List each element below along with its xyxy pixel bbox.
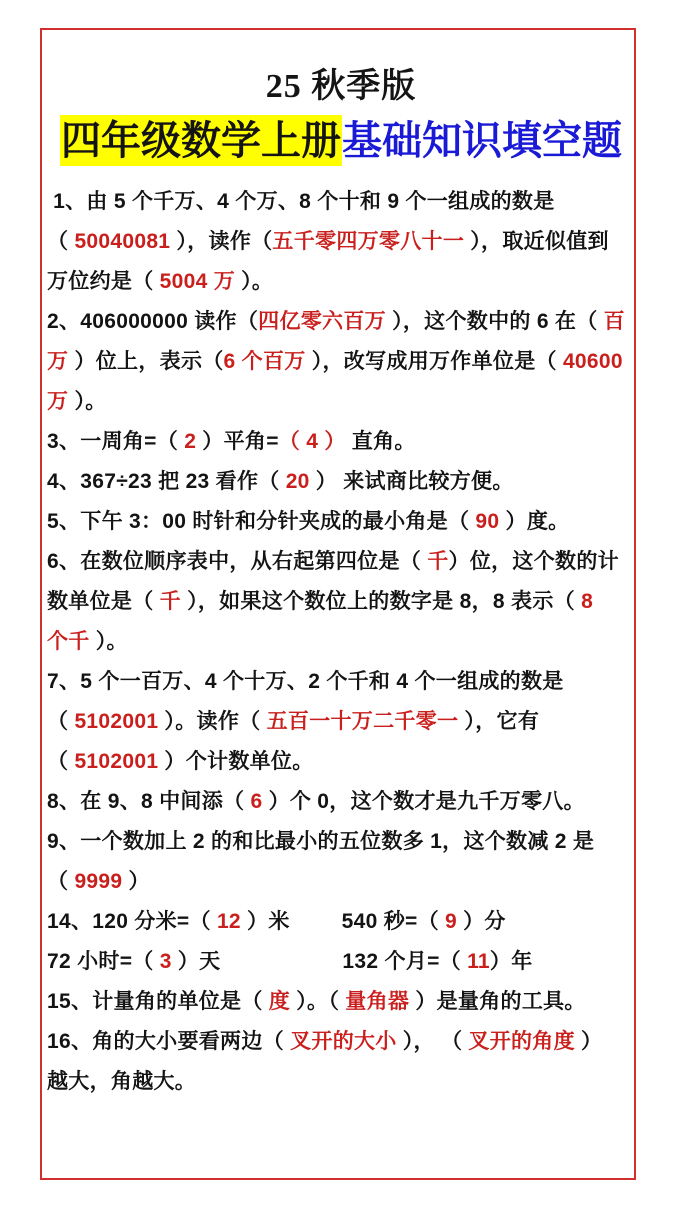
answer-text: 千 [427,550,449,573]
question-text: ）米 [240,910,290,933]
question-lines [47,182,635,1102]
question-line [47,702,635,742]
question-text: 4、367÷23 把 23 看作（ [47,470,286,493]
question-line [47,1022,635,1062]
question-text: ）分 [457,910,506,933]
answer-text: 6 个百万 [223,350,306,373]
question-text: （ [47,870,75,893]
worksheet-content [47,28,635,1102]
answer-text: 40600 [562,350,623,373]
question-text: 14、120 分米=（ [47,910,217,933]
question-text: ）， （ [396,1030,469,1053]
question-text: ）。读作（ [158,710,267,733]
answer-text: 20 [285,470,310,493]
answer-text: 量角器 [345,990,410,1013]
answer-text: 90 [475,510,500,533]
question-text: ），读作（ [170,230,273,253]
answer-text: 5102001 [74,750,159,773]
question-text: 5、下午 3：00 时针和分针夹成的最小角是（ [47,510,476,533]
answer-text: 9999 [74,870,123,893]
question-text: ） [574,1030,603,1053]
question-text: 6、在数位顺序表中，从右起第四位是（ [47,550,428,573]
answer-text: 2 [184,430,197,453]
question-text: 数单位是（ [47,590,160,613]
question-text: 2、406000000 读作（ [47,310,259,333]
question-text: ） [122,870,150,893]
question-text: ）年 [489,950,533,973]
question-text: ）位上，表示（ [68,350,224,373]
question-text: ）度。 [499,510,570,533]
question-text: 9、一个数加上 2 的和比最小的五位数多 1，这个数减 2 是 [47,830,595,853]
question-text: ），它有 [458,710,540,733]
answer-text: 11 [467,950,490,973]
answer-text: 万 [47,390,69,413]
question-text: ），改写成用万作单位是（ [305,350,563,373]
answer-text: 5004 万 [159,270,235,293]
question-text: 8、在 9、8 中间添（ [47,790,251,813]
question-line [47,622,635,662]
question-line [47,982,635,1022]
question-text: （ [47,230,75,253]
answer-text: 四亿零六百万 [258,310,386,333]
question-line [47,502,635,542]
question-text: ）。 [89,630,128,653]
answer-text: 12 [216,910,241,933]
question-line [47,182,635,222]
answer-text: 叉开的角度 [468,1030,575,1053]
question-line [47,302,635,342]
question-line [47,382,635,422]
question-text: 16、角的大小要看两边（ [47,1030,291,1053]
question-text: ）个计数单位。 [158,750,314,773]
answer-text: 8 [581,590,594,613]
question-text: 直角。 [345,430,416,453]
question-line [47,862,635,902]
question-line [47,1062,635,1102]
question-text: ）。 [68,390,107,413]
answer-text: 度 [268,990,291,1013]
answer-text: 五千零四万零八十一 [272,230,465,253]
answer-text: 万 [47,350,69,373]
question-text: 540 秒=（ [341,910,446,933]
question-line [47,662,635,702]
question-text: ）天 [171,950,221,973]
page-subtitle [47,114,635,168]
question-line [47,262,635,302]
answer-text: 百 [603,310,625,333]
subtitle-blue: 基础知识填空题 [342,118,622,163]
answer-text: 50040081 [74,230,171,253]
answer-text: 叉开的大小 [290,1030,397,1053]
question-text: 1、由 5 个千万、4 个万、8 个十和 9 个一组成的数是 [47,190,555,213]
answer-text: 5102001 [74,710,159,733]
question-line [47,782,635,822]
question-text: 72 小时=（ [47,950,160,973]
question-line [47,902,635,942]
question-line [47,742,635,782]
question-text: ）平角= [196,430,279,453]
page-title: 25 秋季版 [265,68,417,105]
question-text: ）位，这个数的计 [448,550,619,573]
question-text: 132 个月=（ [342,950,468,973]
answer-text: 6 [250,790,263,813]
question-line [47,822,635,862]
question-text: ），这个数中的 6 在（ [385,310,604,333]
question-text: ），如果这个数位上的数字是 8，8 表示（ [180,590,582,613]
answer-text: 五百一十万二千零一 [266,710,459,733]
question-text: ）是量角的工具。 [409,990,586,1013]
question-line [47,542,635,582]
question-line [47,422,635,462]
question-text: ） 来试商比较方便。 [309,470,514,493]
question-text: ）。 [235,270,274,293]
question-line [47,462,635,502]
question-text: 15、计量角的单位是（ [47,990,269,1013]
question-text: ）个 0，这个数才是九千万零八。 [262,790,585,813]
answer-text: 3 [159,950,172,973]
answer-text: 9 [445,910,457,933]
question-line [47,222,635,262]
subtitle-highlighted: 四年级数学上册 [60,115,342,166]
question-text: （ [47,750,75,773]
question-text: 万位约是（ [47,270,160,293]
question-line [47,942,635,982]
question-line [47,342,635,382]
question-text: 3、一周角=（ [47,430,185,453]
question-text: 7、5 个一百万、4 个十万、2 个千和 4 个一组成的数是 [47,670,564,693]
question-text: 越大，角越大。 [47,1070,197,1093]
answer-text: 千 [159,590,181,613]
question-text: （ [47,710,75,733]
answer-text: （ 4 ） [278,430,346,453]
question-line [47,582,635,622]
question-text: ）。（ [290,990,346,1013]
question-text: ），取近似值到 [464,230,609,253]
answer-text: 个千 [47,630,90,653]
